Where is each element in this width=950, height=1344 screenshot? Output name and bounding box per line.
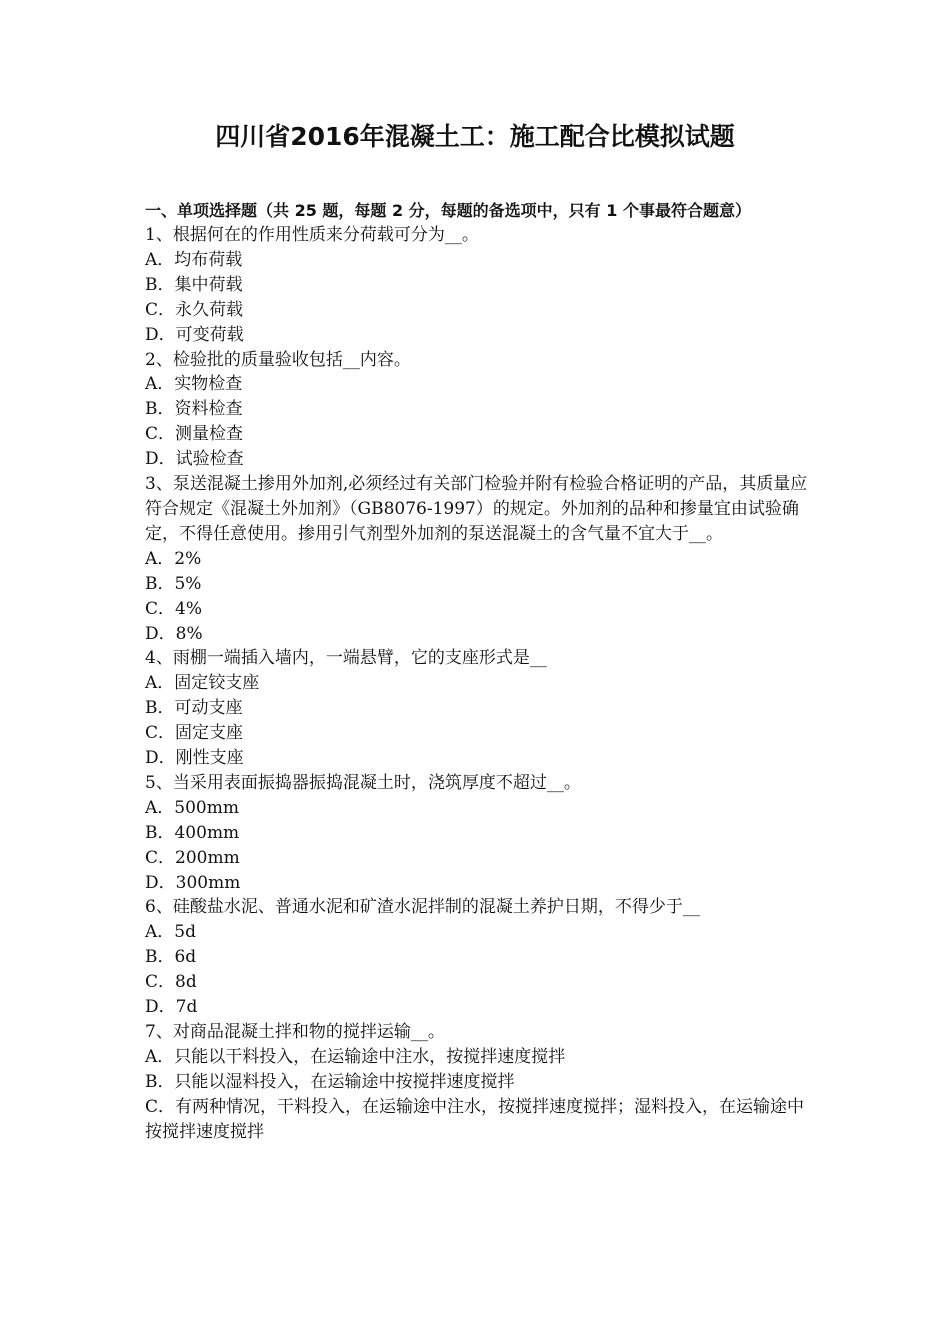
option-b: B．5% (145, 573, 202, 594)
question-3 (145, 472, 810, 646)
document-body (145, 198, 810, 1145)
question-text: 2、检验批的质量验收包括__内容。 (145, 349, 411, 370)
option-d: D．刚性支座 (145, 748, 244, 769)
option-c: C．测量检查 (145, 424, 244, 445)
document-title: 四川省2016年混凝土工：施工配合比模拟试题 (215, 122, 735, 151)
question-5 (145, 771, 810, 896)
question-4 (145, 646, 810, 771)
question-7 (145, 1020, 810, 1145)
option-c: C．固定支座 (145, 723, 244, 744)
option-c: C．有两种情况，干料投入，在运输途中注水，按搅拌速度搅拌；湿料投入，在运输途中按搅拌速度搅拌 (145, 1096, 805, 1142)
question-6 (145, 895, 810, 1020)
section-heading: 一、单项选择题（共 25 题，每题 2 分，每题的备选项中，只有 1 个事最符合题意） (145, 201, 751, 220)
option-c: C．永久荷载 (145, 299, 244, 320)
question-text: 5、当采用表面振捣器振捣混凝土时，浇筑厚度不超过__。 (145, 772, 581, 793)
question-1 (145, 223, 810, 348)
option-a: A．5d (145, 922, 196, 943)
option-b: B．6d (145, 947, 197, 968)
option-b: B．只能以湿料投入，在运输途中按搅拌速度搅拌 (145, 1071, 515, 1092)
option-d: D．试验检查 (145, 449, 244, 470)
option-a: A．均布荷载 (145, 249, 243, 270)
option-d: D．300mm (145, 872, 241, 893)
question-text: 1、根据何在的作用性质来分荷载可分为__。 (145, 225, 479, 245)
option-a: A．500mm (145, 797, 239, 818)
option-b: B．集中荷载 (145, 274, 243, 295)
question-text: 3、泵送混凝土掺用外加剂,必须经过有关部门检验并附有检验合格证明的产品，其质量应符合规定《混凝土外加剂》（GB8076-1997）的规定。外加剂的品种和掺量宜由试验确定，不得任意使用。掺用引气剂型外加剂的泵送混凝土的含气量不宜大于__。 (145, 474, 808, 544)
option-c: C．4% (145, 598, 202, 619)
option-a: A．只能以干料投入，在运输途中注水，按搅拌速度搅拌 (145, 1046, 566, 1067)
option-d: D．8% (145, 623, 203, 644)
question-text: 7、对商品混凝土拌和物的搅拌运输__。 (145, 1022, 445, 1042)
question-2 (145, 348, 810, 473)
option-d: D．7d (145, 997, 198, 1018)
option-a: A．固定铰支座 (145, 673, 260, 694)
option-a: A．2% (145, 548, 202, 569)
option-a: A．实物检查 (145, 374, 243, 395)
question-text: 6、硅酸盐水泥、普通水泥和矿渣水泥拌制的混凝土养护日期，不得少于__ (145, 897, 700, 918)
question-text: 4、雨棚一端插入墙内，一端悬臂，它的支座形式是__ (145, 648, 547, 669)
option-b: B．400mm (145, 822, 240, 843)
option-d: D．可变荷载 (145, 324, 244, 345)
option-b: B．可动支座 (145, 698, 243, 719)
option-c: C．8d (145, 972, 197, 993)
option-c: C．200mm (145, 847, 240, 868)
option-b: B．资料检查 (145, 399, 243, 420)
